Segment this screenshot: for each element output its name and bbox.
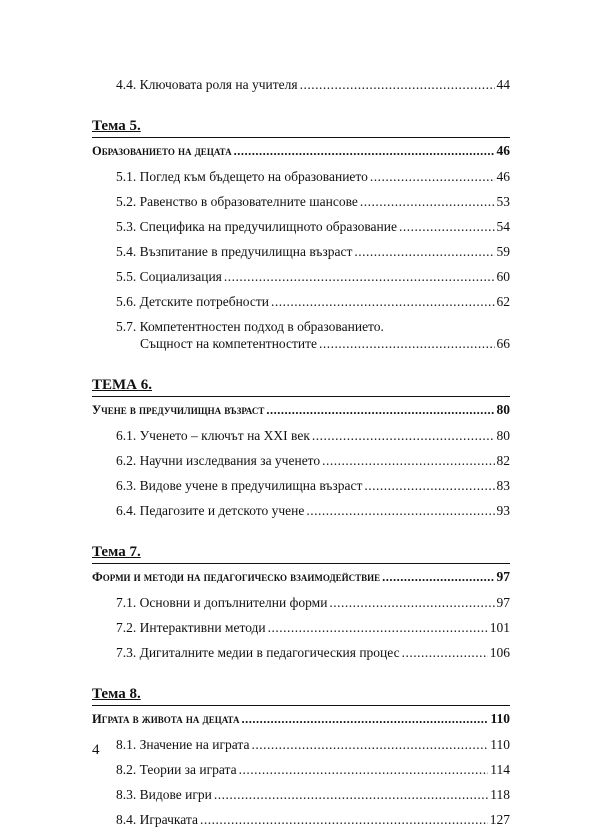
dot-leader [266,402,494,419]
toc-entry-page: 93 [496,503,510,518]
toc-entry [92,786,510,803]
toc-entry-label: 6.4. Педагозите и детското учене [116,503,305,518]
dot-leader [234,143,495,160]
dot-leader [360,193,495,210]
heading-rule [92,137,510,138]
toc-entry-page: 80 [496,428,510,443]
toc-entry-page: 59 [496,244,510,259]
dot-leader [402,644,488,661]
toc-entry-label: 8.2. Теории за играта [116,762,237,777]
dot-leader [268,619,488,636]
toc-section-6 [92,376,510,519]
chapter-title: Форми и методи на педагогическо взаимодействие [92,570,381,584]
toc-entry-page: 46 [496,169,510,184]
chapter-page: 80 [496,402,510,417]
chapter-entry [92,401,510,419]
toc-section-5 [92,117,510,352]
toc-entry-label: 6.1. Ученето – ключът на XXI век [116,428,310,443]
toc-entry-multiline [92,318,510,352]
dot-leader [200,811,488,828]
toc-entry-label: 8.4. Играчката [116,812,198,827]
toc-entry-label: 5.4. Възпитание в предучилищна възраст [116,244,353,259]
toc-entry-label: 8.1. Значение на играта [116,737,250,752]
toc-entry [92,427,510,444]
toc-entry-label: 6.3. Видове учене в предучилищна възраст [116,478,363,493]
toc-entry [92,619,510,636]
toc-entry-continuation [116,335,510,352]
chapter-title: Учене в предучилищна възраст [92,403,265,417]
toc-entry-page: 82 [496,453,510,468]
dot-leader [322,452,494,469]
dot-leader [399,218,495,235]
dot-leader [370,168,495,185]
chapter-title: Образованието на децата [92,144,232,158]
dot-leader [239,761,489,778]
toc-entry-label: 5.7. Компетентностен подход в образованието. [116,319,384,334]
topic-heading: Тема 5. [92,118,141,134]
chapter-title: Играта в живота на децата [92,712,240,726]
dot-leader [241,711,488,728]
toc-entry-page: 83 [496,478,510,493]
chapter-page: 46 [496,143,510,158]
chapter-entry [92,710,510,728]
heading-rule [92,396,510,397]
topic-heading: ТЕМА 6. [92,377,152,393]
topic-heading: Тема 8. [92,686,141,702]
toc-entry-page: 97 [496,595,510,610]
table-of-contents [92,76,510,836]
toc-entry-label: 5.3. Специфика на предучилищното образование [116,219,397,234]
toc-entry [92,594,510,611]
toc-entry [92,268,510,285]
toc-entry-page: 60 [496,269,510,284]
toc-entry-label: 4.4. Ключовата роля на учителя [116,77,298,92]
toc-entry-page: 44 [496,77,510,92]
chapter-page: 97 [496,569,510,584]
toc-entry [92,168,510,185]
toc-entry-page: 127 [489,812,510,827]
topic-heading: Тема 7. [92,544,141,560]
dot-leader [312,427,495,444]
dot-leader [224,268,495,285]
toc-section-8 [92,685,510,828]
toc-entry [92,243,510,260]
dot-leader [300,76,495,93]
dot-leader [329,594,494,611]
toc-entry-label: 5.5. Социализация [116,269,222,284]
toc-entry-label: 5.2. Равенство в образователните шансове [116,194,358,209]
toc-entry-label: 7.3. Дигиталните медии в педагогическия процес [116,645,400,660]
toc-entry-label: 7.1. Основни и допълнителни форми [116,595,328,610]
dot-leader [382,569,494,586]
toc-entry [92,736,510,753]
toc-entry [92,193,510,210]
toc-entry [92,761,510,778]
toc-entry-page: 66 [496,336,510,351]
chapter-entry [92,568,510,586]
toc-entry-page: 114 [490,762,510,777]
page-number: 4 [92,742,100,758]
toc-section-7 [92,543,510,661]
toc-entry [92,644,510,661]
toc-entry-label: 8.3. Видове игри [116,787,212,802]
dot-leader [214,786,488,803]
dot-leader [271,293,495,310]
dot-leader [364,477,494,494]
chapter-entry [92,142,510,160]
dot-leader [306,502,494,519]
dot-leader [251,736,488,753]
toc-entry-label-continued: Същност на компетентностите [140,336,318,351]
toc-entry-page: 54 [496,219,510,234]
toc-entry-page: 101 [489,620,510,635]
toc-entry-page: 106 [489,645,510,660]
toc-entry-label: 6.2. Научни изследвания за ученето [116,453,321,468]
toc-entry-4-4 [92,76,510,93]
toc-entry-label: 5.6. Детските потребности [116,294,269,309]
toc-entry [92,811,510,828]
heading-rule [92,563,510,564]
toc-entry-page: 118 [490,787,510,802]
dot-leader [354,243,494,260]
heading-rule [92,705,510,706]
toc-entry-label: 7.2. Интерактивни методи [116,620,266,635]
toc-entry [92,452,510,469]
toc-entry-label: 5.1. Поглед към бъдещето на образованието [116,169,368,184]
toc-entry-page: 62 [496,294,510,309]
toc-entry-page: 53 [496,194,510,209]
toc-entry [92,502,510,519]
toc-entry-page: 110 [490,737,510,752]
toc-entry [92,293,510,310]
toc-entry [92,477,510,494]
toc-entry [92,218,510,235]
dot-leader [319,335,494,352]
chapter-page: 110 [490,711,510,726]
